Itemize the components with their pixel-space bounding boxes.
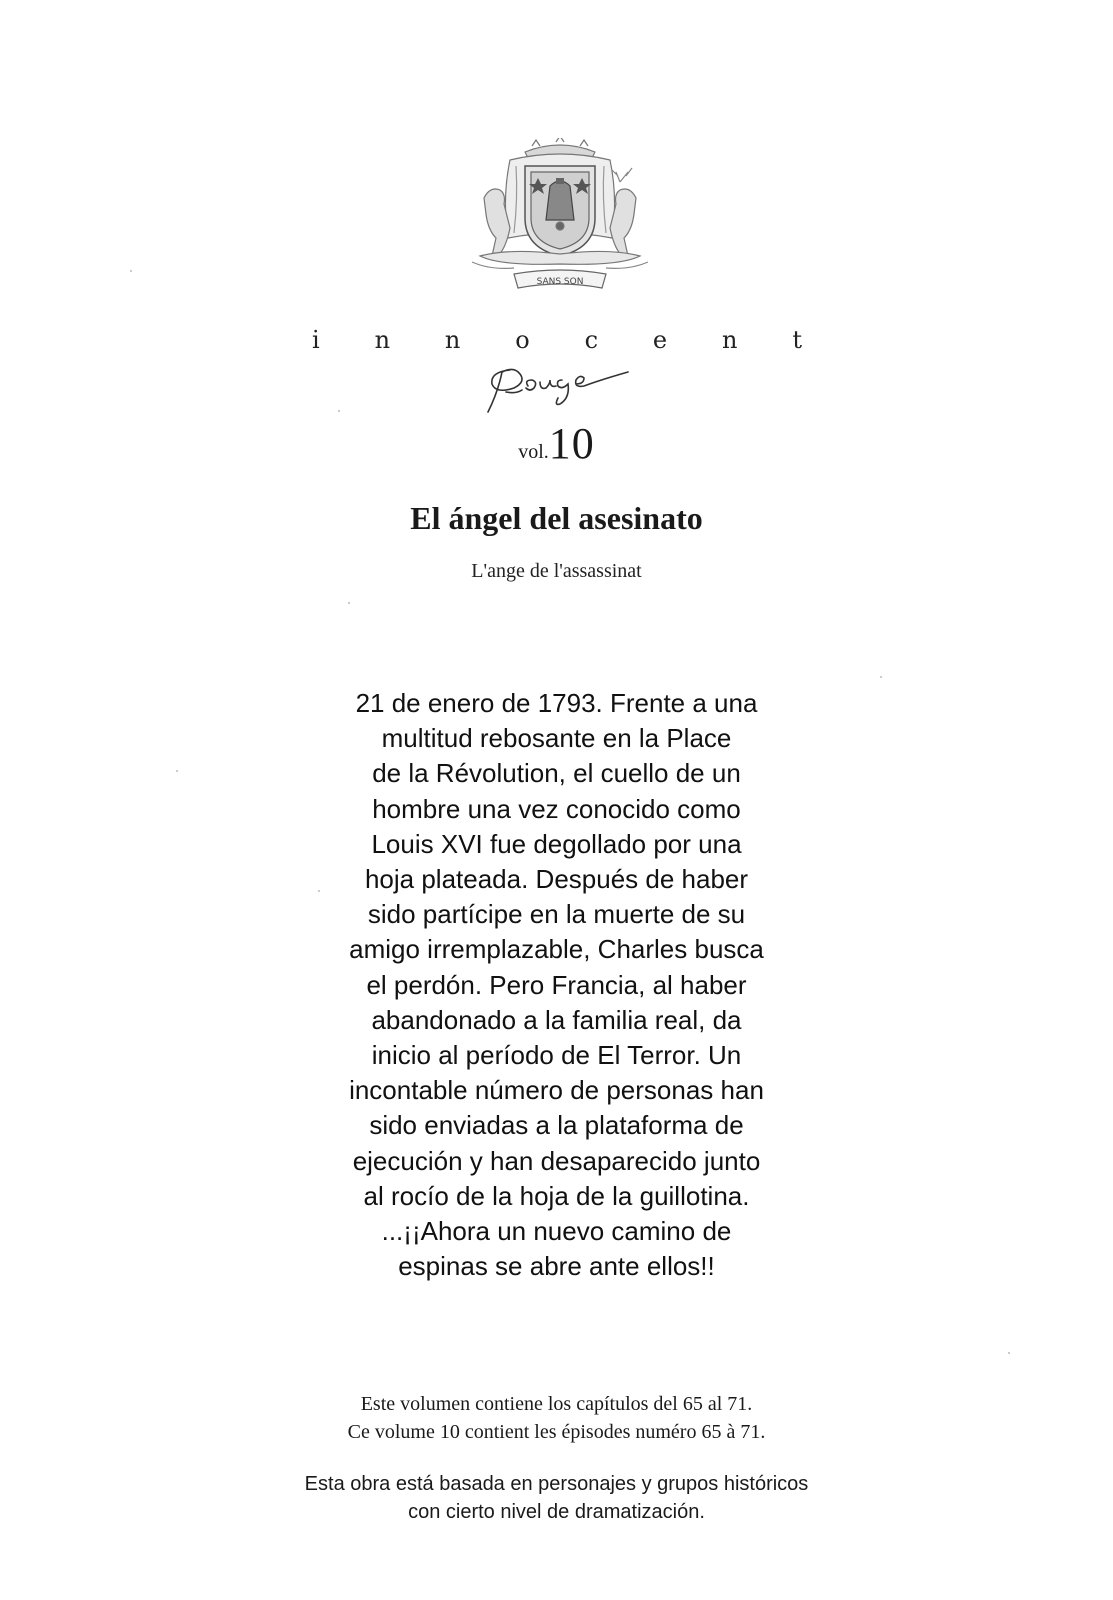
volume-title-spanish: El ángel del asesinato — [410, 500, 703, 536]
disclaimer-line: con cierto nivel de dramatización. — [408, 1501, 705, 1523]
disclaimer — [0, 1470, 1113, 1526]
synopsis-line: el perdón. Pero Francia, al haber — [366, 969, 747, 1000]
synopsis-line: hombre una vez conocido como — [372, 793, 741, 824]
series-title-letter: i — [312, 326, 320, 354]
synopsis — [300, 686, 813, 1284]
rouge-script-logo — [480, 358, 640, 420]
coat-of-arms-icon — [470, 138, 650, 300]
synopsis-line: ejecución y han desaparecido junto — [352, 1145, 761, 1176]
paper-speck — [348, 602, 350, 604]
crest-motto: SANS SON — [536, 277, 584, 287]
synopsis-line: espinas se abre ante ellos!! — [398, 1251, 715, 1282]
series-title-letter: t — [792, 326, 802, 354]
series-title-letter: o — [515, 326, 530, 354]
synopsis-line: abandonado a la familia real, da — [371, 1004, 742, 1035]
volume-prefix: vol. — [518, 441, 549, 463]
disclaimer-line: Esta obra está basada en personajes y grupos históricos — [304, 1473, 809, 1495]
series-title — [312, 326, 802, 354]
volume-number — [0, 418, 1113, 469]
volume-value: 10 — [548, 419, 595, 468]
series-title-letter: c — [584, 326, 599, 354]
synopsis-line: Louis XVI fue degollado por una — [371, 828, 742, 859]
series-title-letter: n — [374, 326, 391, 354]
series-title-letter: e — [652, 326, 668, 354]
chapter-info-french: Ce volume 10 contient les épisodes numéro 65 à 71. — [347, 1421, 766, 1443]
synopsis-line: amigo irremplazable, Charles busca — [349, 934, 764, 965]
paper-speck — [880, 676, 882, 678]
synopsis-line: ...¡¡Ahora un nuevo camino de — [381, 1216, 732, 1247]
synopsis-line: de la Révolution, el cuello de un — [372, 758, 741, 789]
paper-speck — [130, 270, 132, 272]
synopsis-line: hoja plateada. Después de haber — [364, 864, 749, 895]
chapter-info — [0, 1390, 1113, 1446]
synopsis-line: al rocío de la hoja de la guillotina. — [363, 1180, 750, 1211]
series-title-letter: n — [721, 326, 738, 354]
paper-speck — [176, 770, 178, 772]
synopsis-line: incontable número de personas han — [349, 1075, 764, 1106]
synopsis-line: inicio al período de El Terror. Un — [371, 1040, 742, 1071]
synopsis-line: sido enviadas a la plataforma de — [369, 1110, 744, 1141]
synopsis-line: sido partícipe en la muerte de su — [367, 899, 746, 930]
chapter-info-spanish: Este volumen contiene los capítulos del 65 al 71. — [360, 1393, 753, 1415]
synopsis-line: multitud rebosante en la Place — [381, 723, 732, 754]
volume-title-french: L'ange de l'assassinat — [471, 560, 642, 582]
paper-speck — [318, 890, 320, 892]
synopsis-line: 21 de enero de 1793. Frente a una — [355, 688, 758, 718]
paper-speck — [1008, 1352, 1010, 1354]
series-title-letter: n — [444, 326, 461, 354]
paper-speck — [338, 410, 340, 412]
